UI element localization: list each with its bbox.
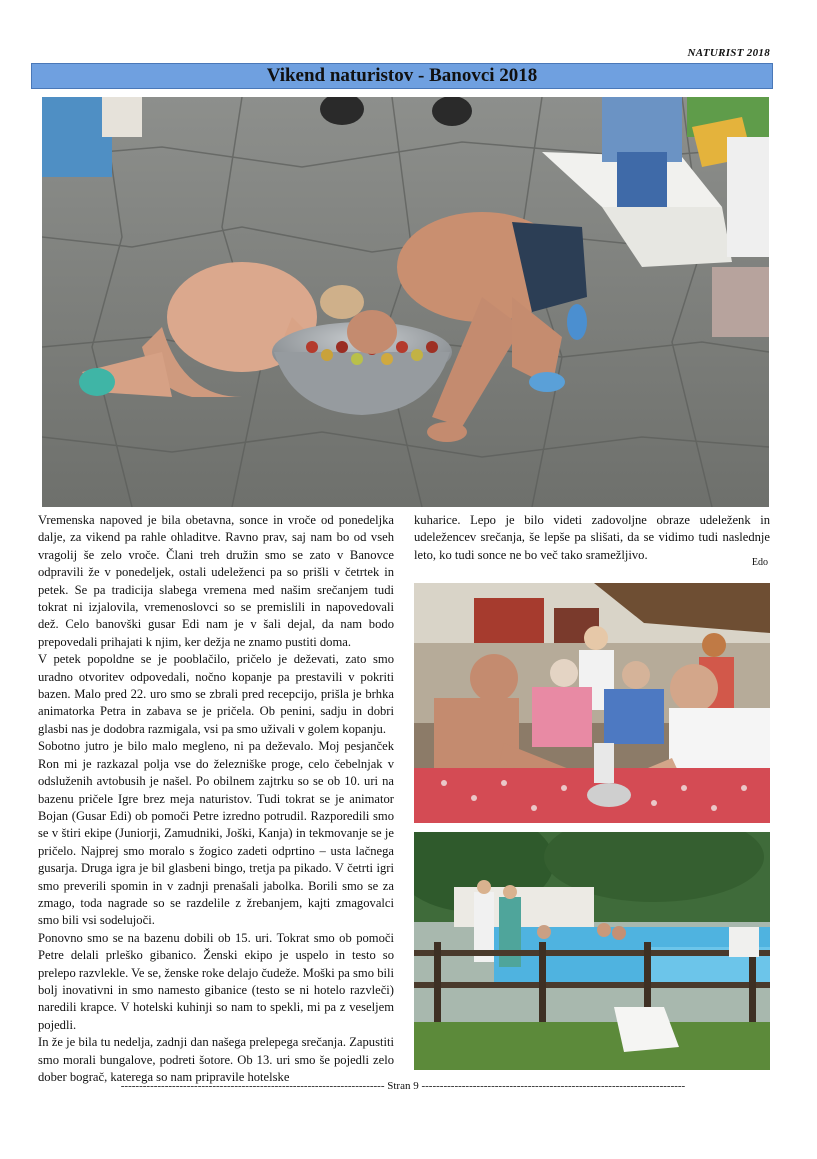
paragraph-5: In že je bila tu nedelja, zadnji dan našega prelepega srečanja. Zapustiti smo morali bungalove, podreti šotore. Ob 13. uri smo še pojedli zelo dober bograč, katerega so nam pripravile hotelske	[38, 1035, 394, 1084]
author-signature: Edo	[751, 557, 768, 568]
apple-bobbing-photo	[42, 97, 769, 507]
article-title: Vikend naturistov - Banovci 2018	[31, 63, 773, 89]
pool-photo	[414, 832, 770, 1070]
masthead: NATURIST 2018	[687, 47, 770, 59]
article-body-left	[38, 512, 394, 1086]
paragraph-1: Vremenska napoved je bila obetavna, sonce in vroče od ponedeljka dalje, za vikend pa rahle ohladitve. Ravno prav, saj nam bo od vseh vragolij še zelo vroče. Člani treh družin smo se zato v Banovce odpravili že v ponedeljek, ostali udeleženci pa so prišli v četrtek in petek. Se pa tradicija slabega vremena med našim srečanjem tudi tokrat ni izjalovila, vremenoslovci so se premislili in napovedovali dež. Celo banovški gusar Edi nam je v šali dejal, da nam bodo prepovedali prihajati k njim, ker dežja ne znamo pustiti doma.	[38, 513, 394, 649]
paragraph-2: V petek popoldne se je pooblačilo, pričelo je deževati, zato smo uradno otvoritev odpovedali, nočno kopanje pa prestavili v pokriti bazen. Malo pred 22. uro smo se zbrali pred recepcijo, prišla je brhka animatorka Petra in zabava se je pričela. Ob penini, sadju in dobri glasbi nas je dodobra razmigala, vsi pa smo uživali v golem kopanju.	[38, 652, 394, 736]
pastry-making-photo	[414, 583, 770, 823]
paragraph-3: Sobotno jutro je bilo malo megleno, ni pa deževalo. Moj pesjanček Ron mi je razkazal polja vse do železniške proge, celo čebelnjak v odsluženih avtobusih je našel. Po obilnem zajtrku so se ob 10. uri na bazenu pričele Igre brez meja naturistov. Tudi tokrat se je animator Bojan (Gusar Edi) ob pomoči Petre izredno potrudil. Razporedili smo se v štiri ekipe (Juniorji, Zamudniki, Joški, Kanja) in tekmovanje se je pričelo. Najprej smo moralo s žogico zadeti odprtino – usta lačnega gusarja. Druga igra je bil glasbeni bingo, tretja pa pikado. V četrti igri smo preverili spomin in v zadnji prenašali jabolka. Borili smo se za zmago, toda nagrade so se razdelile z žrebanjem, kajti zmagovalci smo bili vsi sodelujoči.	[38, 739, 394, 928]
paragraph-4: Ponovno smo se na bazenu dobili ob 15. uri. Tokrat smo ob pomoči Petre delali prleško gibanico. Ženski ekipo je uspelo in testo so prelepo razvlekle. Ve se, ženske roke delajo čudeže. Moški pa smo bili bolj inovativni in smo namesto gibanice (testo se ni hotelo razvleči) naredili krapce. V hotelski kuhinji so nam to spekli, mi pa z veseljem pojedli.	[38, 930, 394, 1032]
page-footer: ------------------------------------------------------------------------ Stran 9 ------------------------------------------------------------------------	[120, 1080, 686, 1092]
paragraph-continued: kuharice. Lepo je bilo videti zadovoljne obraze udeleženk in udeležencev srečanja, še lepše pa slišati, da se vidimo tudi naslednje leto, ko tudi sonce ne bo več tako sramežljivo.	[414, 513, 770, 562]
